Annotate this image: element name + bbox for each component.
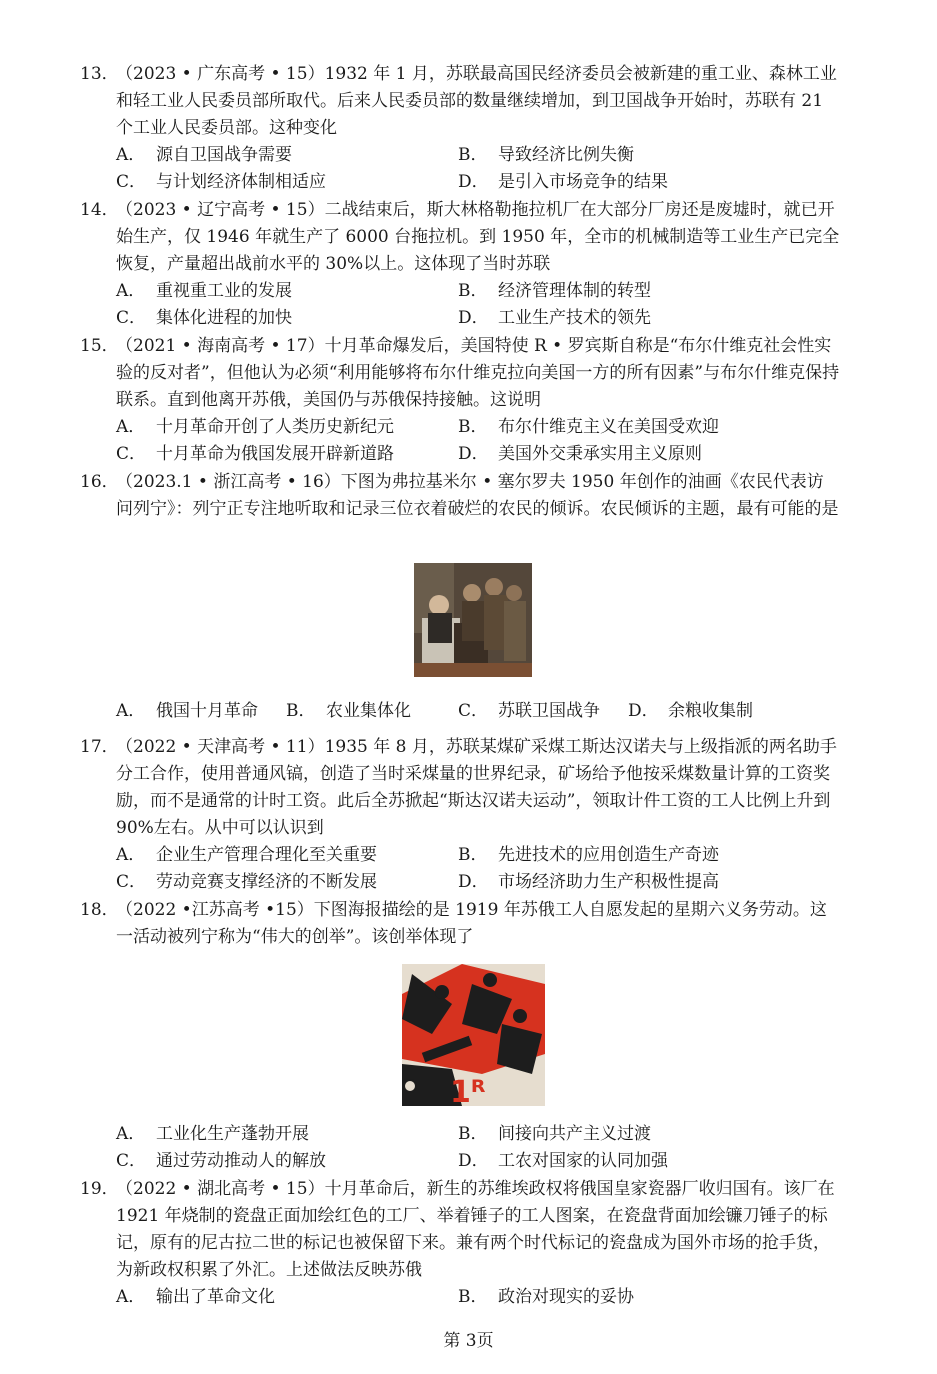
option-d[interactable]: D． 美国外交秉承实用主义原则 (458, 444, 702, 464)
question-source: （2022 • 天津高考 • 11） (116, 737, 325, 757)
option-b[interactable]: B． 布尔什维克主义在美国受欢迎 (458, 417, 719, 437)
poster-label: 1ᴿ (450, 1075, 486, 1106)
option-row (80, 278, 840, 305)
question-15 (80, 333, 840, 468)
lenin-painting-image (414, 563, 532, 677)
option-c[interactable]: C． 苏联卫国战争 (458, 701, 600, 721)
option-row (80, 698, 840, 725)
question-19 (80, 1176, 840, 1311)
question-16 (80, 469, 840, 523)
question-source: （2022 •江苏高考 •15） (116, 900, 314, 920)
question-13 (80, 61, 840, 196)
question-number: 19． (80, 1179, 119, 1199)
option-c[interactable]: C． 与计划经济体制相适应 (116, 172, 326, 192)
question-text: 十月革命后，新生的苏维埃政权将俄国皇家瓷器厂收归国有。该厂在 1921 年烧制的瓷盘正面加绘红色的工厂、举着锤子的工人图案，在瓷盘背面加绘镰刀锤子的标记，原有的尼古拉二世的标记也被保留下来。兼有两个时代标记的瓷盘成为国外市场的抢手货，为新政权积累了外汇。上述做法反映苏俄 (116, 1179, 835, 1280)
question-number: 14． (80, 200, 119, 220)
question-text: 十月革命爆发后，美国特使 R • 罗宾斯自称是“布尔什维克社会性实验的反对者”，但他认为必须“利用能够将布尔什维克拉向美国一方的所有因素”与布尔什维克保持联系。直到他离开苏俄，美国仍与苏俄保持接触。这说明 (116, 336, 840, 410)
option-row (80, 842, 840, 869)
question-stem (80, 197, 840, 278)
option-b[interactable]: B． 先进技术的应用创造生产奇迹 (458, 845, 719, 865)
option-row (80, 414, 840, 441)
option-row (80, 169, 840, 196)
option-a[interactable]: A． 输出了革命文化 (116, 1287, 275, 1307)
option-row (80, 1148, 840, 1175)
question-text: 1932 年 1 月，苏联最高国民经济委员会被新建的重工业、森林工业和轻工业人民委员部所取代。后来人民委员部的数量继续增加，到卫国战争开始时，苏联有 21 个工业人民委员部。这种变化 (116, 64, 837, 138)
option-row (80, 869, 840, 896)
question-source: （2022 • 湖北高考 • 15） (116, 1179, 325, 1199)
option-c[interactable]: C． 集体化进程的加快 (116, 308, 292, 328)
question-source: （2023 • 辽宁高考 • 15） (116, 200, 325, 220)
option-a[interactable]: A． 重视重工业的发展 (116, 281, 292, 301)
option-d[interactable]: D． 是引入市场竞争的结果 (458, 172, 668, 192)
question-stem (80, 897, 840, 951)
question-stem (80, 1176, 840, 1284)
question-18-options (80, 1121, 840, 1175)
option-d[interactable]: D． 工业生产技术的领先 (458, 308, 651, 328)
option-b[interactable]: B． 政治对现实的妥协 (458, 1287, 634, 1307)
option-a[interactable]: A． 企业生产管理合理化至关重要 (116, 845, 377, 865)
option-a[interactable]: A． 十月革命开创了人类历史新纪元 (116, 417, 394, 437)
option-row (80, 142, 840, 169)
question-text: 1935 年 8 月，苏联某煤矿采煤工斯达汉诺夫与上级指派的两名助手分工合作，使用普通风镐，创造了当时采煤量的世界纪录，矿场给予他按采煤数量计算的工资奖励，而不是通常的计时工资。此后全苏掀起“斯达汉诺夫运动”，领取计件工资的工人比例上升到 90%左右。从中可以认识到 (116, 737, 837, 838)
poster-illustration (402, 964, 545, 1106)
question-18 (80, 897, 840, 951)
question-stem (80, 333, 840, 414)
question-number: 13． (80, 64, 119, 84)
question-text: 下图海报描绘的是 1919 年苏俄工人自愿发起的星期六义务劳动。这一活动被列宁称为“伟大的创举”。该创举体现了 (116, 900, 827, 947)
option-d[interactable]: D． 市场经济助力生产积极性提高 (458, 872, 719, 892)
subbotnik-poster-image (402, 964, 545, 1106)
option-row (80, 1121, 840, 1148)
question-14 (80, 197, 840, 332)
option-d[interactable]: D． 余粮收集制 (628, 701, 753, 721)
question-text: 二战结束后，斯大林格勒拖拉机厂在大部分厂房还是废墟时，就已开始生产，仅 1946 年就生产了 6000 台拖拉机。到 1950 年，全市的机械制造等工业生产已完全恢复，产量超出战前水平的 30%以上。这体现了当时苏联 (116, 200, 840, 274)
page-number: 第 3页 (443, 1331, 494, 1351)
question-number: 18． (80, 900, 119, 920)
option-b[interactable]: B． 间接向共产主义过渡 (458, 1124, 651, 1144)
option-b[interactable]: B． 农业集体化 (286, 701, 411, 721)
question-17 (80, 734, 840, 896)
question-source: （2023 • 广东高考 • 15） (116, 64, 325, 84)
option-c[interactable]: C． 十月革命为俄国发展开辟新道路 (116, 444, 394, 464)
question-stem (80, 734, 840, 842)
option-b[interactable]: B． 经济管理体制的转型 (458, 281, 651, 301)
question-number: 15． (80, 336, 119, 356)
question-text: 下图为弗拉基米尔 • 塞尔罗夫 1950 年创作的油画《农民代表访问列宁》：列宁正专注地听取和记录三位衣着破烂的农民的倾诉。农民倾诉的主题，最有可能的是 (116, 472, 839, 519)
question-number: 17． (80, 737, 119, 757)
question-number: 16． (80, 472, 119, 492)
question-stem (80, 61, 840, 142)
option-c[interactable]: C． 通过劳动推动人的解放 (116, 1151, 326, 1171)
option-c[interactable]: C． 劳动竞赛支撑经济的不断发展 (116, 872, 377, 892)
option-d[interactable]: D． 工农对国家的认同加强 (458, 1151, 668, 1171)
question-stem (80, 469, 840, 523)
question-source: （2023.1 • 浙江高考 • 16） (116, 472, 341, 492)
option-row (80, 305, 840, 332)
option-row (80, 1284, 840, 1311)
option-row (80, 441, 840, 468)
painting-illustration (414, 563, 532, 677)
question-source: （2021 • 海南高考 • 17） (116, 336, 325, 356)
option-a[interactable]: A． 工业化生产蓬勃开展 (116, 1124, 309, 1144)
option-a[interactable]: A． 源自卫国战争需要 (116, 145, 292, 165)
option-b[interactable]: B． 导致经济比例失衡 (458, 145, 634, 165)
question-16-options (80, 698, 840, 725)
option-a[interactable]: A． 俄国十月革命 (116, 701, 258, 721)
